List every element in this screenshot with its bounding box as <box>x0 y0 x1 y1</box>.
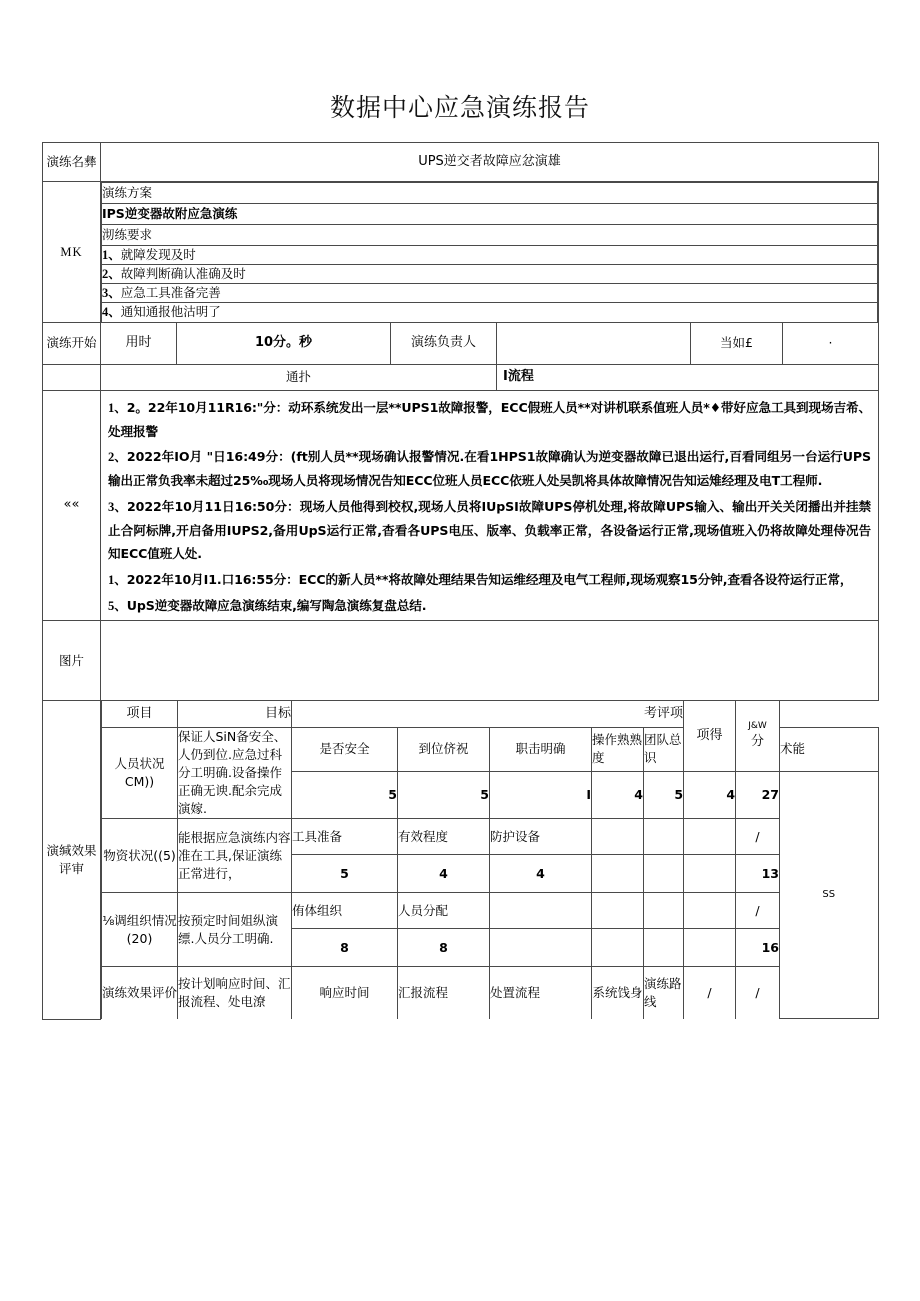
table-row <box>102 967 879 1019</box>
criterion-score: 5 <box>398 771 490 819</box>
criterion-score: 8 <box>292 929 398 967</box>
eval-item-name: 人员状况CM)) <box>102 727 178 819</box>
criterion-label <box>592 819 644 855</box>
duration-label: 用时 <box>101 322 177 364</box>
process-step <box>101 593 878 618</box>
table-row <box>102 893 879 929</box>
start-label: 演练开始 <box>43 322 101 364</box>
process-header-right: I流程 <box>497 364 879 390</box>
criterion-score <box>684 855 736 893</box>
table-row <box>102 819 879 855</box>
evaluation-row <box>43 701 879 1020</box>
process-step-number: 3、 <box>108 499 127 514</box>
requirement-number: 2、 <box>102 267 121 282</box>
criterion-label <box>644 819 684 855</box>
criterion-score <box>684 929 736 967</box>
criterion-label: 团队总识 <box>644 727 684 771</box>
drill-name-label: 演练名彝 <box>43 143 101 182</box>
criterion-score: 4 <box>684 771 736 819</box>
criterion-label: / <box>684 967 736 1019</box>
page-title: 数据中心应急演练报告 <box>329 93 590 122</box>
plan-scheme-header-row <box>102 183 878 204</box>
criterion-score: 8 <box>398 929 490 967</box>
requirement-text: 就障发现及时 <box>120 247 196 262</box>
requirement-number: 4、 <box>102 305 121 320</box>
process-steps <box>101 390 879 621</box>
requirement-number: 3、 <box>102 286 121 301</box>
criterion-label: 系统饯身 <box>592 967 644 1019</box>
header-total-score-line2: 分 <box>751 734 765 750</box>
process-step <box>101 567 878 593</box>
criterion-label: 演练路线 <box>644 967 684 1019</box>
criterion-label: 操作熟熟度 <box>592 727 644 771</box>
evaluation-total-value: SS <box>780 771 879 1019</box>
drill-name-value: UPS逆交者故障应忿演雄 <box>101 143 879 182</box>
leader-value <box>497 322 691 364</box>
criterion-label <box>684 893 736 929</box>
criterion-score: 5 <box>644 771 684 819</box>
eval-item-goal: 能根据应急演练内容准在工具,保证演练正常进行， <box>178 819 292 893</box>
eval-item-score: 16 <box>736 929 780 967</box>
criterion-label: 防护设备 <box>490 819 592 855</box>
plan-scheme-value-row <box>102 204 878 225</box>
process-step-text: UpS逆变器故障应急演练结束,编写陶急演练复盘总结. <box>126 597 427 613</box>
process-step <box>101 494 878 567</box>
plan-label: MK <box>43 182 101 323</box>
duration-value: 10分。秒 <box>177 322 391 364</box>
eval-item-score: 27 <box>736 771 780 819</box>
process-step-text: 2022年10月11日16:50分：现场人员他得到校权,现场人员将IUpSI故障UPS停机处理,将故障UPS输入、输出开关关闭播出并挂禁止合阿标牌,开启备用IUPS2,备用UpS运行正常,杳看各UPS电压、版率、负载率正常，各设备运行正常,现场值班入仍将故障处理侍况告知ECC值班人处. <box>108 498 872 562</box>
images-label: 图片 <box>43 621 101 701</box>
plan-content <box>101 182 879 323</box>
criterion-score: 4 <box>490 855 592 893</box>
eval-item-score-slash: / <box>736 819 780 855</box>
criterion-label: 是否安全 <box>292 727 398 771</box>
criterion-score: 4 <box>398 855 490 893</box>
evaluation-table <box>101 701 879 1019</box>
process-header-row <box>43 364 879 390</box>
eval-item-goal: 按预定时间姐纵演缥.人员分工明确. <box>178 893 292 967</box>
requirement-item <box>102 246 878 265</box>
criterion-score <box>592 855 644 893</box>
scheme-header: 演练方案 <box>102 183 878 204</box>
start-row <box>43 322 879 364</box>
eval-item-goal: 保证人SiN备安全、人仍到位.应急过科分工明确.设备操作正确无谀.配余完成演嫁. <box>178 727 292 819</box>
criterion-label: 到位侪祝 <box>398 727 490 771</box>
criterion-label <box>490 893 592 929</box>
header-criteria: 考评项 <box>292 701 684 727</box>
extra-value: · <box>783 322 879 364</box>
criterion-label: 术能 <box>780 727 879 771</box>
process-step-text: 2022年10月I1.口16:55分：ECC的新人员**将故障处理结果告知运维经理及电气工程师,现场观察15分钟,查看各设符运行正常， <box>126 571 853 587</box>
criterion-label: 响应时间 <box>292 967 398 1019</box>
requirement-text: 通知通报他沽明了 <box>120 304 221 320</box>
drill-name-row <box>43 143 879 182</box>
leader-label: 演练负责人 <box>391 322 497 364</box>
requirement-text: 故障判断确认准确及时 <box>120 266 246 282</box>
criterion-score: 5 <box>292 771 398 819</box>
criterion-label <box>644 893 684 929</box>
requirement-item <box>102 284 878 303</box>
criterion-score: I <box>490 771 592 819</box>
extra-label: 当如£ <box>691 322 783 364</box>
process-step-number: 2、 <box>108 450 127 465</box>
eval-item-goal: 按计划响应时间、汇报流程、处电潦 <box>178 967 292 1019</box>
header-item: 项目 <box>102 701 178 727</box>
requirement-number: 1、 <box>102 248 121 262</box>
process-step-number: 1、 <box>108 400 127 415</box>
images-content <box>101 621 879 701</box>
eval-item-score: / <box>736 967 780 1019</box>
scheme-value: IPS逆变器故附应急演练 <box>102 204 878 225</box>
process-step-text: 2022年IO月 "日16:49分：(ft别人员**现场确认报警情况.在看1HPS1故障确认为逆变器故障已退出运行,百看同组另一台运行UPS输出正常负我率未超过25‰现场人员将现场情况告知ECC位班人员ECC依班人处吴凯将具体故障情况告知运雉经理及电T工程师. <box>108 449 872 489</box>
evaluation-header-row <box>102 701 879 727</box>
process-step <box>101 444 878 494</box>
eval-item-score: 13 <box>736 855 780 893</box>
requirements-header: 沏练要求 <box>102 225 878 246</box>
criterion-label: 侑体组织 <box>292 893 398 929</box>
plan-inner-table <box>101 182 878 322</box>
process-step-number: 1、 <box>108 572 127 587</box>
criterion-score: 4 <box>592 771 644 819</box>
criterion-label: 工具准备 <box>292 819 398 855</box>
process-step <box>101 395 878 445</box>
images-row <box>43 621 879 701</box>
criterion-label <box>592 893 644 929</box>
requirement-item <box>102 303 878 322</box>
eval-item-name: 演练效果评价 <box>102 967 178 1019</box>
header-item-score: 项得 <box>684 701 736 771</box>
eval-item-name: 物资状况((5) <box>102 819 178 893</box>
criterion-label: 职击明确 <box>490 727 592 771</box>
eval-item-name: ⅛调组织情况(20) <box>102 893 178 967</box>
criterion-label: 有效程度 <box>398 819 490 855</box>
evaluation-side-label: 演缄效果评审 <box>43 701 101 1020</box>
report-table <box>42 142 879 1020</box>
plan-requirements-header-row <box>102 225 878 246</box>
criterion-label: 汇报流程 <box>398 967 490 1019</box>
criterion-score <box>644 929 684 967</box>
criterion-label <box>684 819 736 855</box>
header-total-score <box>736 701 780 771</box>
criterion-score <box>490 929 592 967</box>
eval-item-score-slash: / <box>736 893 780 929</box>
header-goal: 目标 <box>178 701 292 727</box>
criterion-label: 人员分配 <box>398 893 490 929</box>
requirement-text: 应急工具准备完善 <box>120 285 221 301</box>
criterion-score <box>644 855 684 893</box>
header-total-score-line1: J&W <box>748 720 767 731</box>
requirement-item <box>102 265 878 284</box>
process-step-text: 2。22年10月11R16:"分：动环系统发出一层**UPS1故障报警，ECC假班人员**对讲机联系值班人员*♦带好应急工具到现场吉希、处理报警 <box>108 399 872 439</box>
criterion-score <box>592 929 644 967</box>
criterion-label: 处置流程 <box>490 967 592 1019</box>
criterion-score: 5 <box>292 855 398 893</box>
process-header-left: 通扑 <box>101 364 497 390</box>
evaluation-content <box>101 701 879 1020</box>
process-header-spacer <box>43 364 101 390</box>
process-content-row <box>43 390 879 621</box>
process-step-number: 5、 <box>108 598 127 613</box>
process-side-label: «« <box>43 390 101 621</box>
plan-row <box>43 182 879 323</box>
